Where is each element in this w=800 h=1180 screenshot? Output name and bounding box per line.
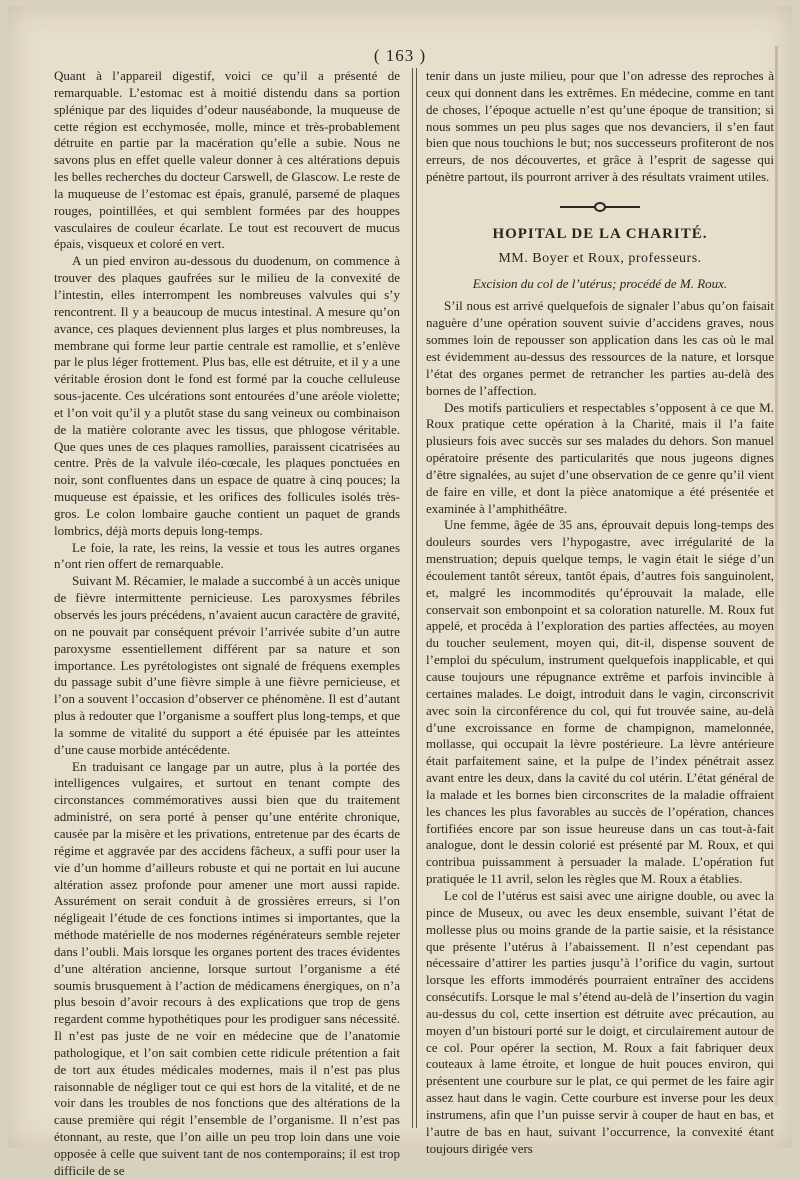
section-title: HOPITAL DE LA CHARITÉ. [492,225,708,242]
page-edge-shadow [775,46,778,1106]
paragraph: Suivant M. Récamier, le malade a succombé à un accès unique de fièvre intermittente pernicieuse. Les paroxysmes fébriles observés les jours précédens, n’avaient aucun caractère de gravité, on ne pouvait par conséquent prévoir l’arrivée subite d’un autre paroxysme essentiellement différent par sa nature et son importance. Les pyrétologistes ont signalé de fréquens exemples du passage subit d’une fièvre simple à une fièvre pernicieuse, et l’on a souvent l’occasion d’observer ce phénomène. Il est d’autant plus à redouter que l’organisme a souffert plus long-temps, et que la somme de vitalité du support a été épuisée par les atteintes d’une cause morbide antécédente. [54,573,400,757]
paragraph: Le col de l’utérus est saisi avec une airigne double, ou avec la pince de Museux, ou avec les deux ensemble, suivant l’état de mollesse plus ou moins grande de la partie saisie, et la résistance que présente l’utérus à l’abaissement. Il n’est cependant pas nécessaire d’attirer les parties jusqu’à l’orifice du vagin, surtout lorsque les efforts immodérés pourraient entraîner des accidens consécutifs. Lorsque le mal s’étend au-delà de l’insertion du vagin au-dessus du col, cette insertion est détruite avec précaution, au moyen d’un bistouri porté sur le doigt, et circulairement autour de ce col. Pour opérer la section, M. Roux a fait fabriquer deux couteaux à lame étroite, et longue de huit pouces environ, qui présentent une courbure sur le plat, ce qui permet de les faire agir assez haut dans le vagin. Cette courbure est inverse pour les deux instrumens, afin que l’un puisse servir à couper de haut en bas, et l’autre de bas en haut, suivant l’occurrence, la convexité étant toujours dirigée vers [426,887,774,1156]
paragraph: A un pied environ au-dessous du duodenum, on commence à trouver des plaques gaufrées sur le milieu de la convexité de l’intestin, elles interrompent les nombreuses valvules qui s’y rencontrent. Il y a beaucoup de mucus intestinal. A mesure qu’on avance, ces plaques deviennent plus larges et plus nombreuses, la membrane qui forme leur partie centrale est ramollie, et s’enlève par le plus léger frottement. Plus bas, elle est détruite, et il y a une véritable érosion dont le fond est formé par la couche celluleuse sous-jacente. Ces ulcérations sont entourées d’une aréole violette; et l’on voit qu’il y a plutôt stase du sang veineux ou combinaison de la matière colorante avec les tissus, que phlogose véritable. Que ques unes de ces plaques ramollies, paraissent cicatrisées au centre. Près de la valvule iléo-cœcale, les plaques ponctuées en noir, sont confluentes dans un espace de quatre à cinq pouces; la muqueuse est épaissie, et les orifices des follicules isolés très-gros. Le colon lombaire gauche contient un paquet de grands lombrics, déjà morts depuis long-temps. [54,253,400,538]
paragraph: Une femme, âgée de 35 ans, éprouvait depuis long-temps des douleurs sourdes vers l’hypogastre, avec irrégularité de la menstruation; depuis quelque temps, le vagin était le siége d’un écoulement tantôt séreux, tantôt épais, d’autres fois sanguinolent, et, malgré les incommodités qu’éprouvait la malade, elle conservait son embonpoint et sa coloration naturelle. M. Roux fut appelé, et procéda à l’exploration des parties affectées, au moyen du toucher seulement, moyen qui, dit-il, dispense souvent de l’emploi du spéculum, instrument quelquefois inapplicable, et qui cause toujours une répugnance extrême et parfois invincible à certaines malades. Le doigt, introduit dans le vagin, circonscrivit avec soin la circonférence du col, qui fut trouvée saine, au-delà d’une excroissance en forme de champignon, mamelonnée, mollasse, qui occupait la lèvre postérieure. La lèvre antérieure était parfaitement saine, et la pulpe de l’index pénétrait assez avant entre les deux, dans la cavité du col utérin. L’état général de la malade et les bornes bien circonscrites de la maladie offraient les chances les plus favorables au succès de l’opération, chances fortifiées encore par son issue heureuse dans un cas tout-à-fait analogue, dont le dessin colorié est présenté par M. Roux, et qui contribua puissamment à persuader la malade. L’opération fut pratiquée le 11 avril, selon les règles que M. Roux a établies. [426,517,774,887]
section-subtitle: Excision du col de l’utérus; procédé de M. Roux. [472,275,728,291]
section-professors: MM. Boyer et Roux, professeurs. [498,250,702,266]
column-rule-double [416,68,417,1128]
left-column [54,68,400,1180]
paragraph: Quant à l’appareil digestif, voici ce qu’il a présenté de remarquable. L’estomac est à moitié distendu dans sa portion splénique par des liquides d’odeur nauséabonde, la muqueuse de cette région est ecchymosée, molle, mince et très-probablement détruite en partie par la macération qu’elle a subie. Nous ne savons plus en effet quelle valeur donner à ces altérations depuis les belles recherches du docteur Carswell, de Glascow. Le reste de la muqueuse de l’estomac est épais, granulé, parsemé de plaques rouges, pointillées, et qui semblent formées par des houppes vasculaires de couleur écarlate. Le tout est recouvert de mucus épais, visqueux et coloré en vert. [54,68,400,252]
ornamental-divider [560,202,640,212]
paragraph: Le foie, la rate, les reins, la vessie et tous les autres organes n’ont rien offert de remarquable. [54,539,400,572]
journal-page [8,6,792,1178]
paragraph: Des motifs particuliers et respectables s’opposent à ce que M. Roux pratique cette opération à la Charité, mais il l’a faite plusieurs fois avec succès sur ses malades du dehors. Son manuel opératoire présente des particularités que nous jugeons dignes d’être signalées, au sujet d’une observation de ce genre qu’il vient de faire en ville, et dont la pièce anatomique a été présentée et examinée à l’amphithéâtre. [426,399,774,516]
paragraph: S’il nous est arrivé quelquefois de signaler l’abus qu’on faisait naguère d’une opération souvent suivie d’accidens graves, nous sommes loin de repousser son application dans les cas où le mal est évidemment au-dessus des ressources de la nature, et lorsque l’état des organes permet de retrancher les parties au-delà des bornes de l’affection. [426,298,774,398]
paragraph: tenir dans un juste milieu, pour que l’on adresse des reproches à ceux qui donnent dans les extrêmes. En médecine, comme en tant de choses, l’époque actuelle n’est qu’une époque de transition; si nous sommes un peu plus sages que nos devanciers, il s’en faut bien que nous touchions le but; nos successeurs profiteront de nos erreurs, de nos découvertes, et grâce à l’esprit de sagesse qui pénètre partout, ils pourront arriver à des résultats vraiment utiles. [426,68,774,185]
column-rule [412,68,413,1128]
paragraph: En traduisant ce langage par un autre, plus à la portée des intelligences vulgaires, et surtout en tenant compte des circonstances commémoratives aussi bien que du traitement administré, on sera porté à penser qu’une entérite chronique, causée par la misère et les privations, entretenue par des écarts de régime et aggravée par des accidens fâcheux, a suffi pour user la vie d’un homme d’ailleurs robuste et qui ne portait en lui aucune altération assez profonde pour amener une mort aussi rapide. Assurément on serait conduit à de grossières erreurs, si l’on négligeait l’étude de ces fonctions intimes si importantes, que la méthode matérielle de nos modernes régénérateurs semble rejeter dans l’oubli. Mais lorsque les organes portent des traces évidentes d’une altération ancienne, lorsque surtout l’organisme a été soumis brusquement à l’action de médicamens énergiques, on n’a plus besoin d’avoir recours à des explications que trop de gens regardent comme hypothétiques pour les prodiguer sans nécessité. Il n’est pas juste de ne voir en médecine que de l’anatomie pathologique, et l’on sait combien cette ridicule prétention a fait de tort aux études médicales modernes, mais il n’est pas plus raisonnable de négliger tout ce qui est hors de la vitalité, et de ne voir dans les troubles de nos fonctions que des altérations de la cause première qui régit l’ensemble de l’organisme. Il n’est pas étonnant, au reste, que l’on aille un peu trop loin dans une voie opposée à celle que suivent tant de nos contemporains; il est trop difficile de se [54,758,400,1178]
right-column [426,68,774,1157]
page-number: ( 163 ) [373,46,427,65]
